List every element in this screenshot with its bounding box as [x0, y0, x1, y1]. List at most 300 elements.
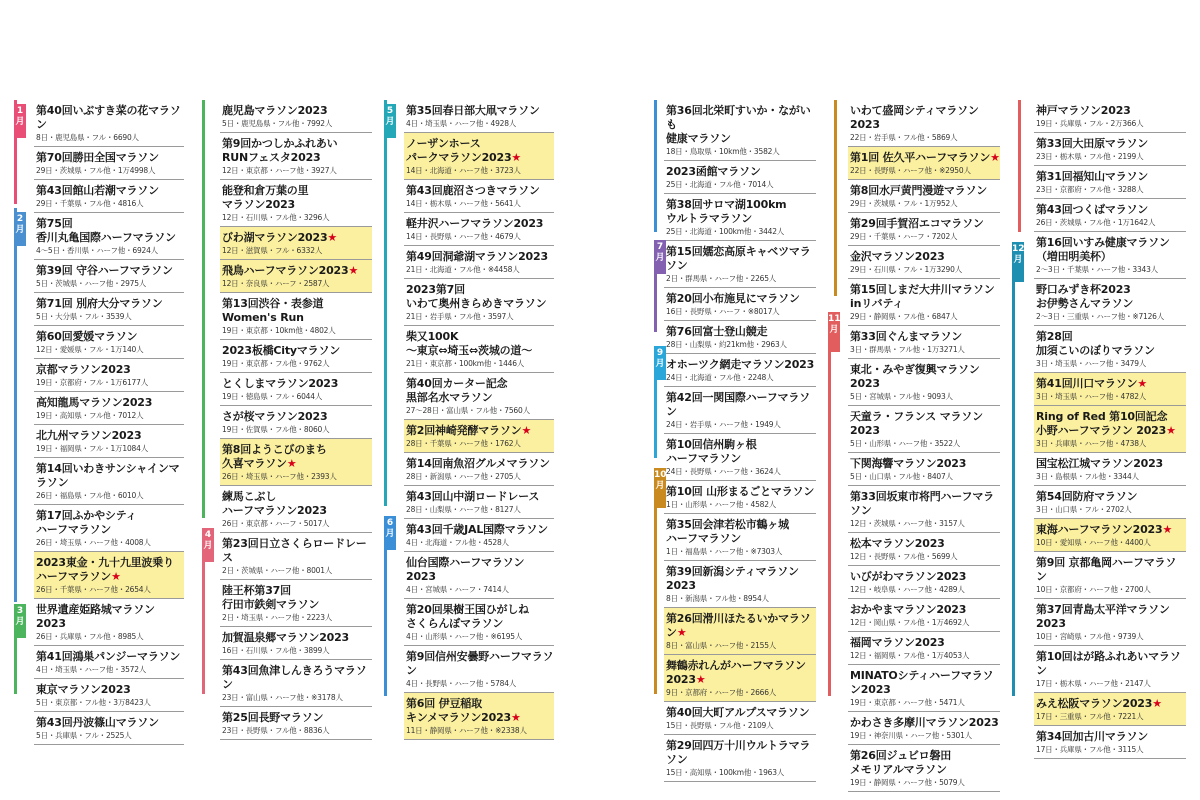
month-bar-oct-2: [834, 100, 837, 296]
race-title: [850, 151, 1000, 165]
race-title-text: オホーツク網走マラソン2023: [666, 358, 815, 371]
race-title-text: 2023板橋Cityマラソン: [222, 344, 341, 357]
race-title-text: 2023第7回 いわて奥州きらめきマラソン: [406, 283, 547, 310]
race-entry: [664, 514, 816, 561]
race-title: [1036, 730, 1186, 744]
month-tab-jan: [14, 104, 26, 138]
race-entry: [220, 133, 372, 180]
race-details: 4日・山形県・ハーフ他・※6195人: [406, 632, 523, 641]
race-entry: [848, 213, 1000, 246]
race-title-text: 第37回青島太平洋マラソン2023: [1036, 603, 1170, 630]
race-title: [850, 410, 1000, 438]
race-title: [850, 749, 1000, 777]
race-entry: [34, 712, 184, 745]
race-title-text: 東京マラソン2023: [36, 683, 131, 696]
race-details: 12日・東京都・ハーフ他・3927人: [222, 166, 337, 175]
race-details: 3日・埼玉県・ハーフ他・3479人: [1036, 359, 1147, 368]
star-icon: ★: [111, 570, 121, 583]
race-title: [36, 683, 184, 697]
race-title: [222, 410, 372, 424]
star-icon: ★: [695, 673, 706, 686]
race-details: 25日・北海道・フル他・7014人: [666, 180, 774, 189]
race-title-text: 飛鳥ハーフマラソン2023: [222, 264, 349, 277]
race-title-text: 第26回ジュビロ磐田 メモリアルマラソン: [850, 749, 952, 776]
race-entry: [848, 632, 1000, 665]
race-entry: [1034, 373, 1186, 406]
race-title-text: 第40回いぶすき菜の花マラソン: [36, 104, 181, 131]
race-details: 5日・大分県・フル・3539人: [36, 312, 132, 321]
race-details: 23日・富山県・ハーフ他・※3178人: [222, 693, 343, 702]
race-details: 26日・茨城県・フル他・1万1642人: [1036, 218, 1156, 227]
race-details: 19日・兵庫県・フル・2万366人: [1036, 119, 1144, 128]
race-details: 19日・神奈川県・ハーフ他・5301人: [850, 731, 972, 740]
race-title-text: 第2回神崎発酵マラソン: [406, 424, 522, 437]
race-title: [36, 151, 184, 165]
race-entry: [34, 260, 184, 293]
race-details: 14日・北海道・ハーフ他・3723人: [406, 166, 521, 175]
race-title: [1036, 283, 1186, 311]
race-title: [1036, 236, 1186, 264]
race-title: [406, 650, 554, 678]
month-tab-jun: [384, 516, 396, 550]
month-label: 9 月: [655, 348, 665, 369]
race-details: 3日・島根県・フル他・3344人: [1036, 472, 1139, 481]
race-title-text: 第6回 伊豆稲取 キンメマラソン2023: [406, 697, 511, 724]
race-entry: [848, 486, 1000, 533]
race-entry: [220, 439, 372, 486]
race-entry: [1034, 519, 1186, 552]
race-details: 4日・埼玉県・ハーフ他・3572人: [36, 665, 147, 674]
month-tab-oct: [654, 468, 666, 508]
race-entry: [34, 505, 184, 552]
race-title: [36, 363, 184, 377]
race-details: 12日・長野県・フル他・5699人: [850, 552, 958, 561]
race-details: 29日・茨城県・フル他・1万4998人: [36, 166, 156, 175]
month-label: 12 月: [1012, 244, 1025, 265]
race-entry: [404, 246, 554, 279]
month-tab-may: [384, 104, 396, 138]
race-title-text: 第54回防府マラソン: [1036, 490, 1138, 503]
race-title-text: 練馬こぶし ハーフマラソン2023: [222, 490, 327, 517]
race-title: [222, 377, 372, 391]
race-entry: [1034, 199, 1186, 232]
race-title: [666, 485, 816, 499]
race-details: 16日・石川県・フル他・3899人: [222, 646, 330, 655]
race-title-text: 第26回滑川ほたるいかマラソン: [666, 612, 811, 639]
race-title: [850, 603, 1000, 617]
race-entry: [34, 552, 184, 599]
race-title: [222, 631, 372, 645]
race-details: 17日・栃木県・ハーフ他・2147人: [1036, 679, 1151, 688]
month-label: 1 月: [15, 106, 25, 127]
race-entry: [1034, 166, 1186, 199]
race-title: [406, 137, 554, 165]
month-label: 10 月: [654, 470, 667, 491]
race-title-text: 第75回 香川丸亀国際ハーフマラソン: [36, 217, 176, 244]
race-title-text: 第29回手賀沼エコマラソン: [850, 217, 984, 230]
race-details: 3日・埼玉県・ハーフ他・4782人: [1036, 392, 1147, 401]
race-entry: [404, 453, 554, 486]
race-title: [850, 636, 1000, 650]
month-tab-mar: [14, 604, 26, 638]
race-details: 14日・長野県・ハーフ他・4679人: [406, 232, 521, 241]
race-title: [850, 490, 1000, 518]
race-title-text: 世界遺産姫路城マラソン2023: [36, 603, 155, 630]
race-entry: [404, 279, 554, 326]
race-title: [666, 391, 816, 419]
month-tab-apr: [202, 528, 214, 562]
race-details: 17日・三重県・フル他・7221人: [1036, 712, 1144, 721]
race-title: [406, 490, 554, 504]
star-icon: ★: [510, 711, 521, 724]
race-title-text: 第10回はが路ふれあいマラソン: [1036, 650, 1181, 677]
race-entry: [404, 373, 554, 420]
race-details: 26日・東京都・ハーフ・5017人: [222, 519, 330, 528]
race-entry: [220, 180, 372, 227]
race-entry: [664, 561, 816, 608]
race-title: [666, 659, 816, 687]
race-details: 9日・京都府・ハーフ他・2666人: [666, 688, 777, 697]
race-title: [1036, 523, 1186, 537]
race-title: [222, 664, 372, 692]
race-details: 5日・宮城県・フル他・9093人: [850, 392, 953, 401]
race-title-text: 第15回嬬恋高原キャベツマラソン: [666, 245, 811, 272]
race-details: 26日・埼玉県・ハーフ他・2393人: [222, 472, 337, 481]
star-icon: ★: [327, 231, 338, 244]
race-details: 1日・福島県・ハーフ他・※7303人: [666, 547, 783, 556]
race-details: 11日・静岡県・ハーフ他・※2338人: [406, 726, 527, 735]
race-title: [36, 716, 184, 730]
race-title: [666, 358, 816, 372]
race-details: 23日・長野県・フル他・8836人: [222, 726, 330, 735]
race-title: [36, 509, 184, 537]
race-entry: [664, 702, 816, 735]
race-entry: [1034, 406, 1186, 453]
race-entry: [848, 665, 1000, 712]
month-bar-jun-2: [654, 100, 657, 232]
race-title: [36, 650, 184, 664]
race-title: [850, 250, 1000, 264]
race-title-text: みえ松阪マラソン2023: [1036, 697, 1153, 710]
race-title: [222, 137, 372, 165]
race-title: [222, 184, 372, 212]
race-title-text: 神戸マラソン2023: [1036, 104, 1131, 117]
race-details: 5日・山口県・フル他・8407人: [850, 472, 953, 481]
race-title: [36, 556, 184, 584]
race-title: [406, 603, 554, 631]
race-details: 19日・高知県・フル他・7012人: [36, 411, 144, 420]
race-entry: [664, 194, 816, 241]
race-title: [850, 457, 1000, 471]
race-entry: [848, 326, 1000, 359]
race-title: [36, 603, 184, 631]
race-entry: [34, 679, 184, 712]
race-title: [36, 217, 184, 245]
star-icon: ★: [676, 626, 687, 639]
race-entry: [34, 180, 184, 213]
race-title: [222, 537, 372, 565]
month-tab-dec: [1012, 242, 1024, 282]
race-title: [666, 198, 816, 226]
race-entry: [848, 147, 1000, 180]
race-entry: [1034, 279, 1186, 326]
race-title-text: 第23回日立さくらロードレース: [222, 537, 367, 564]
race-entry: [34, 100, 184, 147]
month-label: 4 月: [203, 530, 213, 551]
race-details: 16日・長野県・ハーフ・※8017人: [666, 307, 780, 316]
race-title-text: 2023函館マラソン: [666, 165, 761, 178]
race-entry: [220, 660, 372, 707]
star-icon: ★: [511, 151, 522, 164]
race-details: 24日・長野県・ハーフ他・3624人: [666, 467, 781, 476]
race-details: 19日・佐賀県・フル他・8060人: [222, 425, 330, 434]
race-entry: [848, 745, 1000, 792]
race-title: [406, 330, 554, 358]
race-title-text: 柴又100K 〜東京⇔埼玉⇔茨城の道〜: [406, 330, 533, 357]
race-entry: [220, 533, 372, 580]
race-entry: [220, 406, 372, 439]
race-title-text: びわ湖マラソン2023: [222, 231, 328, 244]
race-column-3: [404, 100, 554, 740]
race-details: 12日・石川県・フル他・3296人: [222, 213, 330, 222]
race-title: [1036, 170, 1186, 184]
race-entry: [34, 293, 184, 326]
race-title-text: 第40回大町アルプスマラソン: [666, 706, 810, 719]
race-title-text: 第15回しまだ大井川マラソン inリバティ: [850, 283, 995, 310]
race-details: 29日・石川県・フル・1万3290人: [850, 265, 963, 274]
race-entry: [404, 519, 554, 552]
race-title: [1036, 650, 1186, 678]
month-bar-nov: [828, 312, 831, 696]
race-title-text: 第34回加古川マラソン: [1036, 730, 1149, 743]
race-details: 5日・山形県・ハーフ他・3522人: [850, 439, 961, 448]
race-details: 14日・栃木県・ハーフ他・5641人: [406, 199, 521, 208]
race-title-text: 松本マラソン2023: [850, 537, 945, 550]
race-title: [1036, 203, 1186, 217]
race-title-text: 野口みずき杯2023 お伊勢さんマラソン: [1036, 283, 1134, 310]
race-title-text: 第43回千歳JAL国際マラソン: [406, 523, 548, 536]
race-title: [222, 490, 372, 518]
race-column-1: [34, 100, 184, 745]
race-entry: [34, 147, 184, 180]
race-title: [1036, 104, 1186, 118]
star-icon: ★: [521, 424, 532, 437]
race-title-text: 第40回カーター記念 黒部名水マラソン: [406, 377, 508, 404]
race-details: 10日・愛知県・ハーフ他・4400人: [1036, 538, 1151, 547]
race-title: [406, 424, 554, 438]
race-title-text: 第70回勝田全国マラソン: [36, 151, 159, 164]
race-title: [36, 396, 184, 410]
race-title: [222, 104, 372, 118]
race-title-text: 舞鶴赤れんがハーフマラソン2023: [666, 659, 806, 686]
race-entry: [34, 458, 184, 505]
race-title-text: 第20回果樹王国ひがしね さくらんぼマラソン: [406, 603, 529, 630]
race-details: 23日・栃木県・フル他・2199人: [1036, 152, 1144, 161]
race-column-6: [1034, 100, 1186, 759]
race-title-text: 第25回長野マラソン: [222, 711, 324, 724]
race-title-text: かわさき多摩川マラソン2023: [850, 716, 999, 729]
race-title: [850, 669, 1000, 697]
race-title: [1036, 603, 1186, 631]
month-bar-feb: [14, 208, 17, 602]
race-entry: [34, 326, 184, 359]
race-details: 24日・北海道・フル他・2248人: [666, 373, 774, 382]
race-entry: [220, 627, 372, 660]
race-title: [850, 283, 1000, 311]
race-details: 2日・群馬県・ハーフ他・2265人: [666, 274, 777, 283]
race-entry: [664, 434, 816, 481]
race-title: [406, 283, 554, 311]
race-details: 19日・東京都・フル他・9762人: [222, 359, 330, 368]
race-entry: [220, 100, 372, 133]
race-title-text: 第8回水戸黄門漫遊マラソン: [850, 184, 988, 197]
race-title: [406, 457, 554, 471]
race-title-text: 第13回渋谷・表参道 Women's Run: [222, 297, 324, 324]
race-title-text: 2023東金・九十九里波乗り ハーフマラソン: [36, 556, 174, 583]
race-details: 26日・兵庫県・フル他・8985人: [36, 632, 144, 641]
race-title-text: 加賀温泉郷マラソン2023: [222, 631, 350, 644]
race-entry: [848, 599, 1000, 632]
race-title-text: 第35回会津若松市鶴ヶ城 ハーフマラソン: [666, 518, 789, 545]
month-label: 2 月: [15, 214, 25, 235]
race-entry: [404, 420, 554, 453]
race-details: 4〜5日・香川県・ハーフ他・6924人: [36, 246, 158, 255]
star-icon: ★: [990, 151, 1000, 164]
race-details: 12日・愛媛県・フル・1万140人: [36, 345, 144, 354]
race-title-text: いびがわマラソン2023: [850, 570, 967, 583]
race-title-text: 第43回魚津しんきろうマラソン: [222, 664, 367, 691]
race-title-text: 陸王杯第37回 行田市鉄剣マラソン: [222, 584, 320, 611]
race-details: 29日・千葉県・ハーフ・7202人: [850, 232, 958, 241]
race-entry: [220, 227, 372, 260]
race-title: [36, 330, 184, 344]
month-label: 5 月: [385, 106, 395, 127]
race-details: 17日・兵庫県・フル他・3115人: [1036, 745, 1144, 754]
race-title: [406, 104, 554, 118]
race-details: 19日・東京都・ハーフ他・5471人: [850, 698, 965, 707]
race-details: 18日・鳥取県・10km他・3582人: [666, 147, 780, 156]
race-title: [666, 292, 816, 306]
month-label: 6 月: [385, 518, 395, 539]
race-details: 28日・山梨県・ハーフ他・8127人: [406, 505, 521, 514]
race-details: 22日・長野県・ハーフ他・※2950人: [850, 166, 971, 175]
race-title: [36, 297, 184, 311]
race-title: [406, 697, 554, 725]
race-entry: [848, 566, 1000, 599]
race-title: [666, 104, 816, 146]
race-details: 5日・鹿児島県・フル他・7992人: [222, 119, 333, 128]
month-bar-nov-2: [1018, 100, 1021, 232]
race-title-text: 第9回信州安曇野ハーフマラソン: [406, 650, 554, 677]
race-title-text: 東北・みやぎ復興マラソン2023: [850, 363, 980, 390]
race-title: [666, 165, 816, 179]
race-title: [1036, 377, 1186, 391]
month-label: 11 月: [828, 314, 841, 335]
race-title: [850, 217, 1000, 231]
race-entry: [664, 241, 816, 288]
race-entry: [34, 359, 184, 392]
race-title-text: 北九州マラソン2023: [36, 429, 142, 442]
race-entry: [220, 373, 372, 406]
race-title: [666, 325, 816, 339]
race-title-text: 第71回 別府大分マラソン: [36, 297, 163, 310]
race-details: 21日・岩手県・フル他・3597人: [406, 312, 514, 321]
race-details: 5日・兵庫県・フル・2525人: [36, 731, 132, 740]
race-title-text: 第43回山中湖ロードレース: [406, 490, 540, 503]
race-entry: [404, 133, 554, 180]
race-details: 8日・富山県・ハーフ他・2155人: [666, 641, 777, 650]
race-title-text: ノーザンホース パークマラソン2023: [406, 137, 512, 164]
race-title: [666, 706, 816, 720]
race-column-2: [220, 100, 372, 740]
race-title-text: 第49回洞爺湖マラソン2023: [406, 250, 548, 263]
race-entry: [848, 359, 1000, 406]
race-entry: [848, 180, 1000, 213]
race-title-text: 能登和倉万葉の里 マラソン2023: [222, 184, 309, 211]
race-title-text: 天童ラ・フランス マラソン2023: [850, 410, 983, 437]
race-title-text: 第33回坂東市将門ハーフマラソン: [850, 490, 994, 517]
race-entry: [848, 279, 1000, 326]
race-details: 10日・京都府・ハーフ他・2700人: [1036, 585, 1151, 594]
race-column-4: [664, 100, 816, 782]
race-title-text: いわて盛岡シティマラソン2023: [850, 104, 979, 131]
race-details: 12日・奈良県・ハーフ・2587人: [222, 279, 330, 288]
race-title-text: 第9回かつしかふれあい RUNフェスタ2023: [222, 137, 338, 164]
race-details: 10日・宮崎県・フル他・9739人: [1036, 632, 1144, 641]
race-entry: [220, 486, 372, 533]
race-details: 22日・岩手県・フル他・5869人: [850, 133, 958, 142]
race-entry: [404, 693, 554, 740]
race-details: 27〜28日・富山県・フル他・7560人: [406, 406, 530, 415]
race-title-text: とくしまマラソン2023: [222, 377, 339, 390]
race-title: [850, 716, 1000, 730]
race-entry: [1034, 646, 1186, 693]
race-title: [1036, 490, 1186, 504]
race-title: [850, 537, 1000, 551]
month-tab-sep: [654, 346, 666, 380]
race-title: [666, 438, 816, 466]
race-title-text: 第1回 佐久平ハーフマラソン: [850, 151, 991, 164]
race-details: 29日・茨城県・フル・1万952人: [850, 199, 958, 208]
race-entry: [664, 735, 816, 782]
race-title-text: 第10回 山形まるごとマラソン: [666, 485, 815, 498]
race-details: 15日・高知県・100km他・1963人: [666, 768, 785, 777]
race-details: 29日・静岡県・フル他・6847人: [850, 312, 958, 321]
race-entry: [1034, 100, 1186, 133]
race-title: [406, 250, 554, 264]
race-title-text: 仙台国際ハーフマラソン2023: [406, 556, 525, 583]
race-title: [36, 104, 184, 132]
race-entry: [664, 100, 816, 161]
race-details: 8日・新潟県・フル他・8954人: [666, 594, 769, 603]
race-title-text: 国宝松江城マラソン2023: [1036, 457, 1164, 470]
race-details: 19日・徳島県・フル・6044人: [222, 392, 323, 401]
race-title: [666, 739, 816, 767]
race-entry: [664, 161, 816, 194]
race-title: [36, 184, 184, 198]
race-details: 26日・福島県・フル他・6010人: [36, 491, 144, 500]
race-title: [666, 245, 816, 273]
race-entry: [1034, 232, 1186, 279]
race-details: 4日・宮城県・ハーフ・7414人: [406, 585, 509, 594]
race-title-text: 第41回川口マラソン: [1036, 377, 1138, 390]
race-title-text: さが桜マラソン2023: [222, 410, 328, 423]
race-details: 12日・岡山県・フル他・1万4692人: [850, 618, 970, 627]
race-column-5: [848, 100, 1000, 792]
race-entry: [404, 213, 554, 246]
race-title-text: 第41回鴻巣パンジーマラソン: [36, 650, 181, 663]
race-title: [406, 217, 554, 231]
